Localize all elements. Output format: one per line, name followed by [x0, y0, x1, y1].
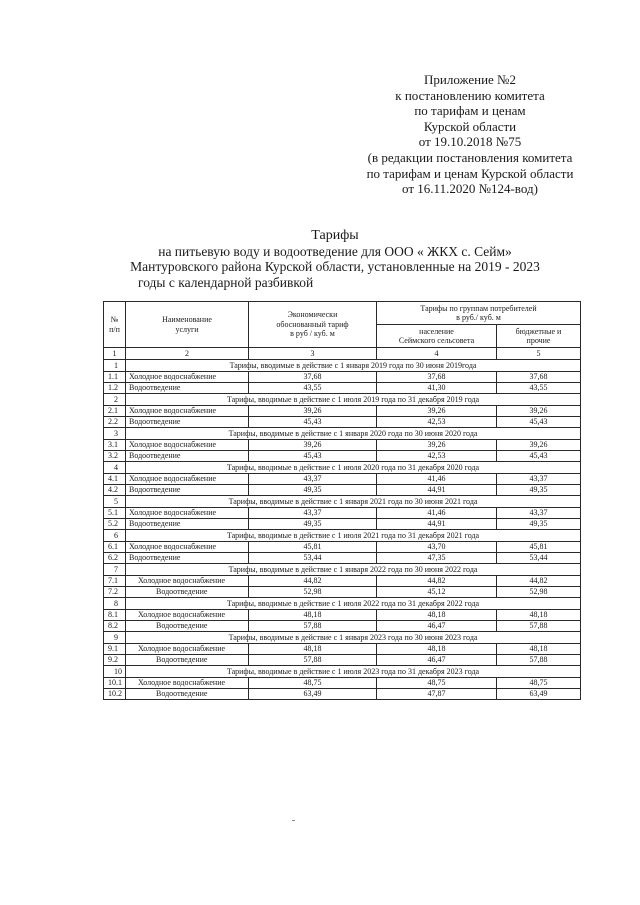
appendix-line: (в редакции постановления комитета — [367, 149, 573, 165]
econ-tariff: 53,44 — [249, 553, 377, 564]
row-number: 7.2 — [104, 587, 126, 598]
document-title — [100, 228, 570, 290]
period-title: Тарифы, вводимые в действие с 1 июля 2023 года по 31 декабря 2023 года — [126, 666, 581, 678]
tariff-row — [104, 655, 581, 666]
row-number: 4.1 — [104, 474, 126, 485]
header-name — [126, 302, 249, 348]
budget-tariff: 57,88 — [497, 621, 581, 632]
tariff-row — [104, 440, 581, 451]
population-tariff: 41,30 — [377, 383, 497, 394]
budget-tariff: 48,18 — [497, 610, 581, 621]
period-row — [104, 564, 581, 576]
header-budget — [497, 325, 581, 348]
scan-speck — [292, 820, 295, 821]
period-row — [104, 632, 581, 644]
population-tariff: 48,18 — [377, 610, 497, 621]
econ-tariff: 48,18 — [249, 644, 377, 655]
row-number: 8.2 — [104, 621, 126, 632]
tariff-row — [104, 587, 581, 598]
econ-tariff: 48,75 — [249, 678, 377, 689]
period-title: Тарифы, вводимые в действие с 1 января 2020 года по 30 июня 2020 года — [126, 428, 581, 440]
period-number: 8 — [104, 598, 126, 610]
header-econ-text: Экономически обоснованный тариф в руб / куб. м — [276, 310, 349, 339]
period-row — [104, 394, 581, 406]
population-tariff: 42,53 — [377, 451, 497, 462]
service-name: Холодное водоснабжение — [126, 576, 249, 587]
service-name: Холодное водоснабжение — [126, 610, 249, 621]
tariff-row — [104, 406, 581, 417]
period-number: 6 — [104, 530, 126, 542]
service-name: Холодное водоснабжение — [126, 372, 249, 383]
population-tariff: 39,26 — [377, 440, 497, 451]
tariff-row — [104, 451, 581, 462]
period-number: 10 — [104, 666, 126, 678]
budget-tariff: 48,18 — [497, 644, 581, 655]
row-number: 2.2 — [104, 417, 126, 428]
period-title: Тарифы, вводимые в действие с 1 января 2019 года по 30 июня 2019года — [126, 360, 581, 372]
service-name: Водоотведение — [126, 451, 249, 462]
row-number: 2.1 — [104, 406, 126, 417]
tariff-row — [104, 508, 581, 519]
budget-tariff: 37,68 — [497, 372, 581, 383]
econ-tariff: 43,37 — [249, 474, 377, 485]
service-name: Водоотведение — [126, 485, 249, 496]
econ-tariff: 39,26 — [249, 440, 377, 451]
appendix-line: к постановлению комитета — [395, 87, 545, 103]
budget-tariff: 39,26 — [497, 440, 581, 451]
budget-tariff: 57,88 — [497, 655, 581, 666]
period-row — [104, 428, 581, 440]
econ-tariff: 45,43 — [249, 417, 377, 428]
period-row — [104, 598, 581, 610]
population-tariff: 46,47 — [377, 655, 497, 666]
period-number: 4 — [104, 462, 126, 474]
appendix-line: по тарифам и ценам — [414, 103, 526, 119]
service-name: Холодное водоснабжение — [126, 644, 249, 655]
service-name: Водоотведение — [126, 621, 249, 632]
econ-tariff: 43,55 — [249, 383, 377, 394]
title-line: на питьевую воду и водоотведение для ООО « ЖКХ с. Сейм» — [158, 243, 512, 259]
tariff-row — [104, 553, 581, 564]
service-name: Холодное водоснабжение — [126, 542, 249, 553]
tariff-row — [104, 372, 581, 383]
row-number: 5.1 — [104, 508, 126, 519]
column-index: 5 — [497, 348, 581, 360]
appendix-line: по тарифам и ценам Курской области — [366, 165, 574, 181]
period-row — [104, 666, 581, 678]
row-number: 9.1 — [104, 644, 126, 655]
tariff-row — [104, 576, 581, 587]
column-index-row — [104, 348, 581, 360]
title-line: годы с календарной разбивкой — [138, 274, 314, 290]
econ-tariff: 63,49 — [249, 689, 377, 700]
service-name: Холодное водоснабжение — [126, 406, 249, 417]
budget-tariff: 52,98 — [497, 587, 581, 598]
econ-tariff: 52,98 — [249, 587, 377, 598]
period-title: Тарифы, вводимые в действие с 1 января 2023 года по 30 июня 2023 года — [126, 632, 581, 644]
row-number: 5.2 — [104, 519, 126, 530]
title-line: Тарифы — [311, 228, 359, 243]
population-tariff: 42,53 — [377, 417, 497, 428]
econ-tariff: 45,43 — [249, 451, 377, 462]
budget-tariff: 49,35 — [497, 485, 581, 496]
row-number: 10.1 — [104, 678, 126, 689]
econ-tariff: 43,37 — [249, 508, 377, 519]
econ-tariff: 37,68 — [249, 372, 377, 383]
budget-tariff: 39,26 — [497, 406, 581, 417]
tariff-row — [104, 678, 581, 689]
period-number: 5 — [104, 496, 126, 508]
row-number: 4.2 — [104, 485, 126, 496]
header-groups — [377, 302, 581, 325]
service-name: Водоотведение — [126, 689, 249, 700]
row-number: 1.2 — [104, 383, 126, 394]
period-title: Тарифы, вводимые в действие с 1 июля 2020 года по 31 декабря 2020 года — [126, 462, 581, 474]
row-number: 10.2 — [104, 689, 126, 700]
population-tariff: 39,26 — [377, 406, 497, 417]
period-number: 3 — [104, 428, 126, 440]
econ-tariff: 44,82 — [249, 576, 377, 587]
period-title: Тарифы, вводимые в действие с 1 января 2021 года по 30 июня 2021 года — [126, 496, 581, 508]
header-name-text: Наименование услуги — [162, 315, 212, 334]
period-row — [104, 462, 581, 474]
tariff-row — [104, 644, 581, 655]
population-tariff: 41,46 — [377, 474, 497, 485]
population-tariff: 41,46 — [377, 508, 497, 519]
tariff-row — [104, 474, 581, 485]
budget-tariff: 53,44 — [497, 553, 581, 564]
budget-tariff: 44,82 — [497, 576, 581, 587]
econ-tariff: 49,35 — [249, 485, 377, 496]
tariff-row — [104, 542, 581, 553]
tariff-row — [104, 689, 581, 700]
row-number: 7.1 — [104, 576, 126, 587]
period-number: 2 — [104, 394, 126, 406]
population-tariff: 48,18 — [377, 644, 497, 655]
service-name: Холодное водоснабжение — [126, 440, 249, 451]
title-line: Мантуровского района Курской области, установленные на 2019 - 2023 — [130, 259, 540, 274]
column-index: 4 — [377, 348, 497, 360]
population-tariff: 47,35 — [377, 553, 497, 564]
period-title: Тарифы, вводимые в действие с 1 июля 2019 года по 31 декабря 2019 года — [126, 394, 581, 406]
period-row — [104, 360, 581, 372]
tariff-row — [104, 485, 581, 496]
header-population-text: население Сеймского сельсовета — [398, 326, 475, 345]
service-name: Водоотведение — [126, 383, 249, 394]
population-tariff: 37,68 — [377, 372, 497, 383]
service-name: Холодное водоснабжение — [126, 508, 249, 519]
appendix-line: Курской области — [423, 118, 517, 134]
budget-tariff: 45,43 — [497, 417, 581, 428]
period-number: 9 — [104, 632, 126, 644]
tariff-row — [104, 383, 581, 394]
row-number: 1.1 — [104, 372, 126, 383]
tariff-row — [104, 610, 581, 621]
appendix-line: от 16.11.2020 №124-вод) — [402, 181, 538, 197]
tariff-table — [103, 301, 581, 700]
population-tariff: 48,75 — [377, 678, 497, 689]
population-tariff: 44,91 — [377, 519, 497, 530]
row-number: 6.1 — [104, 542, 126, 553]
econ-tariff: 39,26 — [249, 406, 377, 417]
period-number: 1 — [104, 360, 126, 372]
budget-tariff: 48,75 — [497, 678, 581, 689]
population-tariff: 43,70 — [377, 542, 497, 553]
period-title: Тарифы, вводимые в действие с 1 июля 2021 года по 31 декабря 2021 года — [126, 530, 581, 542]
econ-tariff: 49,35 — [249, 519, 377, 530]
period-row — [104, 496, 581, 508]
column-index: 3 — [249, 348, 377, 360]
service-name: Водоотведение — [126, 553, 249, 564]
row-number: 8.1 — [104, 610, 126, 621]
period-title: Тарифы, вводимые в действие с 1 июля 2022 года по 31 декабря 2022 года — [126, 598, 581, 610]
population-tariff: 44,82 — [377, 576, 497, 587]
period-row — [104, 530, 581, 542]
service-name: Водоотведение — [126, 587, 249, 598]
population-tariff: 46,47 — [377, 621, 497, 632]
service-name: Водоотведение — [126, 655, 249, 666]
budget-tariff: 43,37 — [497, 474, 581, 485]
service-name: Водоотведение — [126, 519, 249, 530]
econ-tariff: 48,18 — [249, 610, 377, 621]
column-index: 2 — [126, 348, 249, 360]
population-tariff: 44,91 — [377, 485, 497, 496]
tariff-row — [104, 519, 581, 530]
econ-tariff: 57,88 — [249, 621, 377, 632]
period-number: 7 — [104, 564, 126, 576]
budget-tariff: 43,37 — [497, 508, 581, 519]
budget-tariff: 45,43 — [497, 451, 581, 462]
header-budget-text: бюджетные и прочие — [515, 326, 562, 345]
row-number: 6.2 — [104, 553, 126, 564]
budget-tariff: 49,35 — [497, 519, 581, 530]
column-index: 1 — [104, 348, 126, 360]
row-number: 3.2 — [104, 451, 126, 462]
tariff-row — [104, 417, 581, 428]
service-name: Холодное водоснабжение — [126, 678, 249, 689]
budget-tariff: 43,55 — [497, 383, 581, 394]
header-groups-text: Тарифы по группам потребителей в руб./ куб. м — [420, 303, 537, 322]
header-econ — [249, 302, 377, 348]
tariff-row — [104, 621, 581, 632]
population-tariff: 47,87 — [377, 689, 497, 700]
service-name: Водоотведение — [126, 417, 249, 428]
period-title: Тарифы, вводимые в действие с 1 января 2022 года по 30 июня 2022 года — [126, 564, 581, 576]
service-name: Холодное водоснабжение — [126, 474, 249, 485]
appendix-line: от 19.10.2018 №75 — [418, 134, 522, 150]
appendix-block — [320, 72, 620, 197]
row-number: 3.1 — [104, 440, 126, 451]
row-number: 9.2 — [104, 655, 126, 666]
budget-tariff: 63,49 — [497, 689, 581, 700]
econ-tariff: 45,81 — [249, 542, 377, 553]
header-num — [104, 302, 126, 348]
budget-tariff: 45,81 — [497, 542, 581, 553]
population-tariff: 45,12 — [377, 587, 497, 598]
appendix-line: Приложение №2 — [424, 72, 516, 87]
header-num-text: № п/п — [109, 315, 120, 334]
header-population — [377, 325, 497, 348]
econ-tariff: 57,88 — [249, 655, 377, 666]
